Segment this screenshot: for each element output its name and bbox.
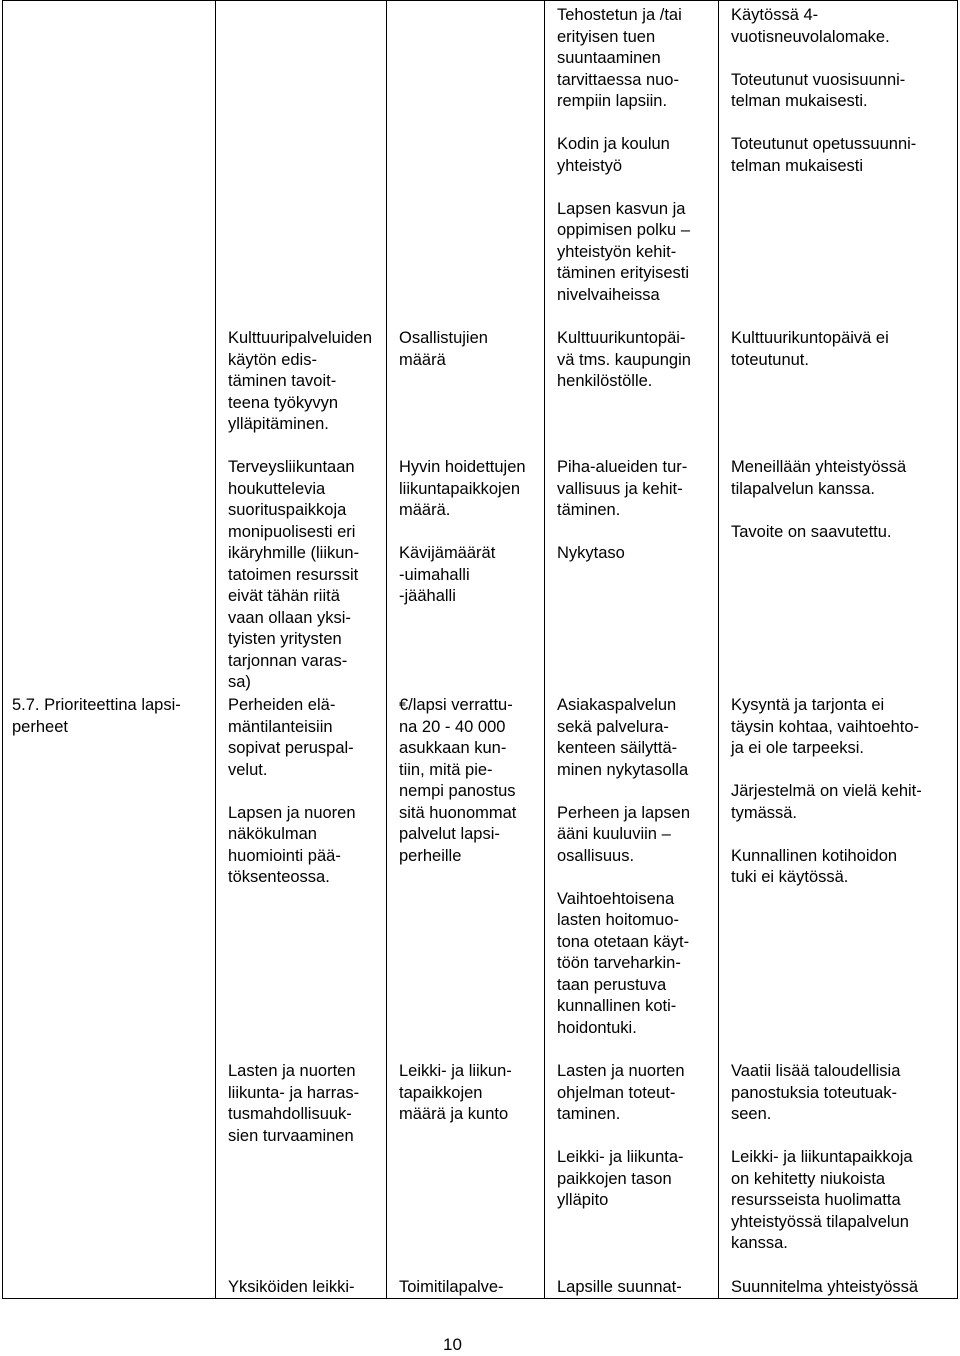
table-border-right [957, 0, 958, 1299]
cell-text: Kulttuurikuntopäivä ei toteutunut. [731, 329, 889, 369]
column-divider [544, 0, 545, 1299]
planning-table [2, 0, 958, 1299]
youth-result [731, 1061, 956, 1255]
cell-text: Yksiköiden leikki- [228, 1278, 355, 1296]
table-border-top [2, 0, 958, 1]
last-row-indicator [399, 1277, 541, 1299]
cell-text: Perheen ja lapsen ääni kuuluviin – osallisuus. [557, 803, 691, 865]
cell-text: Kunnallinen kotihoidon tuki ei käytössä. [731, 846, 898, 886]
cell-text: Tehostetun ja /tai erityisen tuen suuntaaminen tarvittaessa nuo- rempiin lapsiin. [557, 6, 682, 110]
cell-text: Perheiden elä- mäntilanteisiin sopivat peruspal- velut. [228, 696, 354, 779]
cell-text: Meneillään yhteistyössä tilapalvelun kanssa. [731, 458, 907, 498]
family-target [557, 695, 717, 1039]
cell-text: Tavoite on saavutettu. [731, 522, 892, 541]
cell-text: Piha-alueiden tur- vallisuus ja kehit- täminen. [557, 458, 688, 519]
cell-text: Lasten ja nuorten liikunta- ja harras- tusmahdollisuuk- sien turvaaminen [228, 1062, 360, 1145]
cell-text: Kulttuurikuntopäi- vä tms. kaupungin henkilöstölle. [557, 329, 691, 390]
cell-text: Terveysliikuntaan houkuttelevia suorituspaikkoja monipuolisesti eri ikäryhmille (liikun- tatoimen resurssit eivät tähän riitä vaan ollaan yksi- tyisten yritysten tarjonnan varas- sa) [228, 458, 360, 691]
family-result [731, 695, 956, 889]
last-row-goal [228, 1277, 383, 1299]
cell-text: Nykytaso [557, 544, 625, 562]
section-label-text: 5.7. Prioriteettina lapsi- perheet [12, 696, 181, 736]
cell-text: Kävijämäärät -uimahalli -jäähalli [399, 544, 496, 605]
cell-text: Järjestelmä on vielä kehit- tymässä. [731, 782, 922, 822]
cell-text: Lapsen ja nuoren näkökulman huomiointi pää- töksenteossa. [228, 803, 356, 886]
culture-target [557, 328, 717, 393]
column-divider [215, 0, 216, 1299]
cell-text: Osallistujien määrä [399, 329, 488, 369]
culture-indicator [399, 328, 541, 371]
cell-text: €/lapsi verrattu- na 20 - 40 000 asukkaan kun- tiin, mitä pie- nempi panostus sitä huonommat palvelut lapsi- perheille [399, 696, 517, 865]
section-label [12, 695, 212, 738]
culture-result [731, 328, 956, 371]
sports-indicator [399, 457, 544, 608]
cell-text: Käytössä 4- vuotisneuvolalomake. [731, 6, 890, 46]
page-number: 10 [443, 1335, 462, 1354]
cell-text: Toteutunut opetussuunni- telman mukaisesti [731, 135, 917, 175]
table-border-left [2, 0, 3, 1299]
youth-indicator [399, 1061, 541, 1126]
cell-text: Lapsen kasvun ja oppimisen polku – yhteistyön kehit- täminen erityisesti nivelvaiheissa [557, 199, 690, 304]
sports-result [731, 457, 956, 543]
cell-text: Lasten ja nuorten ohjelman toteut- taminen. [557, 1062, 685, 1123]
family-indicator [399, 695, 541, 867]
youth-goal [228, 1061, 383, 1147]
top-row-col4 [557, 5, 717, 306]
cell-text: Kodin ja koulun yhteistyö [557, 135, 670, 175]
cell-text: Kysyntä ja tarjonta ei täysin kohtaa, vaihtoehto- ja ei ole tarpeeksi. [731, 696, 920, 757]
cell-text: Hyvin hoidettujen liikuntapaikkojen määrä. [399, 458, 526, 519]
cell-text: Asiakaspalvelun sekä palvelura- kenteen säilyttä- minen nykytasolla [557, 696, 689, 779]
cell-text: Leikki- ja liikun- tapaikkojen määrä ja kunto [399, 1062, 512, 1123]
last-row-result [731, 1277, 956, 1299]
cell-text: Lapsille suunnat- [557, 1278, 682, 1296]
cell-text: Leikki- ja liikuntapaikkoja on kehitetty niukoista resursseista huolimatta yhteistyössä tilapalvelun kanssa. [731, 1148, 913, 1252]
cell-text: Vaatii lisää taloudellisia panostuksia toteutuak- seen. [731, 1062, 901, 1123]
column-divider [718, 0, 719, 1299]
culture-goal [228, 328, 383, 436]
cell-text: Vaihtoehtoisena lasten hoitomuo- tona otetaan käyt- töön tarveharkin- taan perustuva kunnallinen koti- hoidontuki. [557, 889, 690, 1037]
top-row-col5 [731, 5, 956, 177]
youth-target [557, 1061, 717, 1212]
cell-text: Leikki- ja liikunta- paikkojen tason ylläpito [557, 1148, 684, 1209]
cell-text: Toimitilapalve- [399, 1278, 504, 1296]
family-goal [228, 695, 383, 889]
cell-text: Suunnitelma yhteistyössä [731, 1278, 919, 1296]
sports-goal [228, 457, 383, 694]
sports-target [557, 457, 717, 565]
last-row-target [557, 1277, 717, 1299]
cell-text: Toteutunut vuosisuunni- telman mukaisesti. [731, 70, 906, 110]
cell-text: Kulttuuripalveluiden käytön edis- täminen tavoit- teena työkyvyn ylläpitäminen. [228, 329, 373, 433]
column-divider [386, 0, 387, 1299]
